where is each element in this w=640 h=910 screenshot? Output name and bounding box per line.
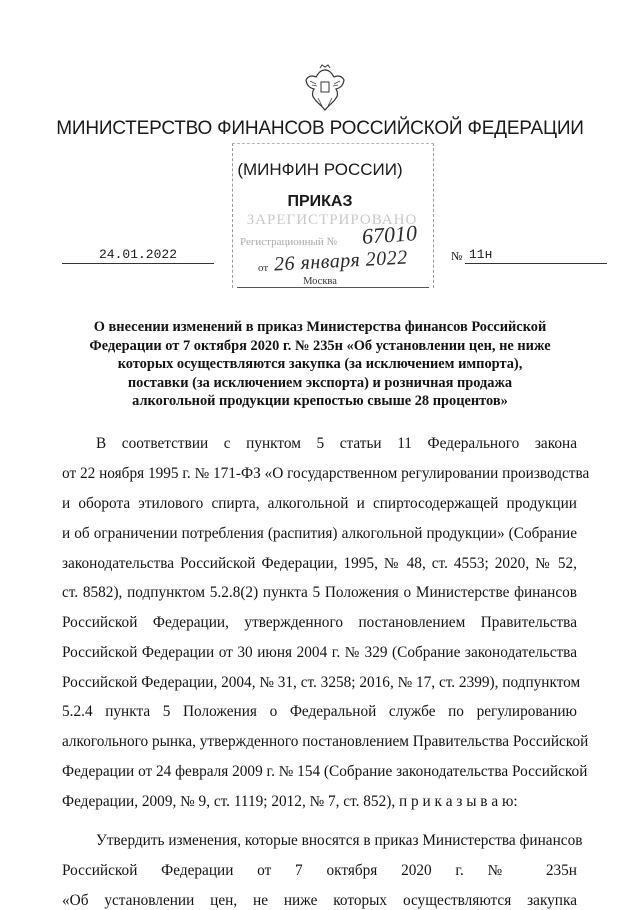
body-line: и оборота этилового спирта, алкогольной и спиртосодержащей продукции bbox=[62, 495, 577, 512]
subject-line: Федерации от 7 октября 2020 г. № 235н «Об установлении цен, не ниже bbox=[89, 337, 551, 354]
body-line: ст. 8582), подпунктом 5.2.8(2) пункта 5 Положения о Министерстве финансов bbox=[62, 584, 577, 601]
body-line: 5.2.4 пункта 5 Положения о Федеральной службе по регулированию bbox=[62, 703, 577, 720]
registration-number: 67010 bbox=[361, 220, 418, 249]
subject-line: О внесении изменений в приказ Министерства финансов Российской bbox=[93, 319, 547, 335]
registration-label: Регистрационный № bbox=[240, 236, 338, 248]
order-number: 11н bbox=[465, 247, 607, 264]
body-line: В соответствии с пунктом 5 статьи 11 Федерального закона bbox=[96, 435, 577, 452]
subject-line: алкогольной продукции крепостью свыше 28 процентов» bbox=[132, 393, 508, 410]
registration-date: 26 января 2022 bbox=[273, 246, 409, 276]
document-type: ПРИКАЗ bbox=[287, 193, 353, 210]
order-number-label: № bbox=[451, 249, 463, 263]
body-line: Федерации от 24 февраля 2009 г. № 154 (Собрание законодательства Российской bbox=[62, 763, 588, 780]
order-subject bbox=[64, 318, 576, 411]
body-line: Утвердить изменения, которые вносятся в приказ Министерства финансов bbox=[96, 832, 583, 849]
body-line: «Об установлении цен, не ниже которых осуществляются закупка bbox=[62, 892, 577, 909]
registration-date-prefix: от bbox=[258, 262, 269, 274]
body-line: и об ограничении потребления (распития) алкогольной продукции» (Собрание bbox=[62, 525, 577, 542]
coat-of-arms-icon bbox=[304, 64, 346, 114]
city-name: Москва bbox=[303, 276, 337, 287]
subject-line: которых осуществляются закупка (за исключением импорта), bbox=[117, 356, 523, 373]
body-line: алкогольного рынка, утвержденного постановлением Правительства Российской bbox=[62, 733, 589, 750]
body-line: Федерации, 2009, № 9, ст. 1119; 2012, № 7, ст. 852), п р и к а з ы в а ю: bbox=[62, 793, 518, 810]
body-line: Российской Федерации от 7 октября 2020 г. № 235н bbox=[62, 862, 577, 879]
stamp-faint-text: ЗАРЕГИСТРИРОВАНО bbox=[246, 212, 418, 228]
ministry-name: МИНИСТЕРСТВО ФИНАНСОВ РОССИЙСКОЙ ФЕДЕРАЦИИ bbox=[56, 118, 584, 139]
body-line: Российской Федерации, утвержденного постановлением Правительства bbox=[62, 614, 577, 631]
order-date: 24.01.2022 bbox=[62, 247, 214, 264]
body-line: от 22 ноября 1995 г. № 171-ФЗ «О государственном регулировании производства bbox=[62, 465, 590, 482]
stamp-bottom-line bbox=[237, 287, 429, 288]
body-line: Российской Федерации от 30 июня 2004 г. № 329 (Собрание законодательства bbox=[62, 644, 577, 661]
subject-line: поставки (за исключением экспорта) и розничная продажа bbox=[127, 374, 513, 391]
body-line: законодательства Российской Федерации, 1995, № 48, ст. 4553; 2020, № 52, bbox=[62, 555, 577, 572]
body-line: Российской Федерации, 2004, № 31, ст. 3258; 2016, № 17, ст. 2399), подпунктом bbox=[62, 674, 581, 691]
ministry-short-name: (МИНФИН РОССИИ) bbox=[237, 160, 403, 179]
